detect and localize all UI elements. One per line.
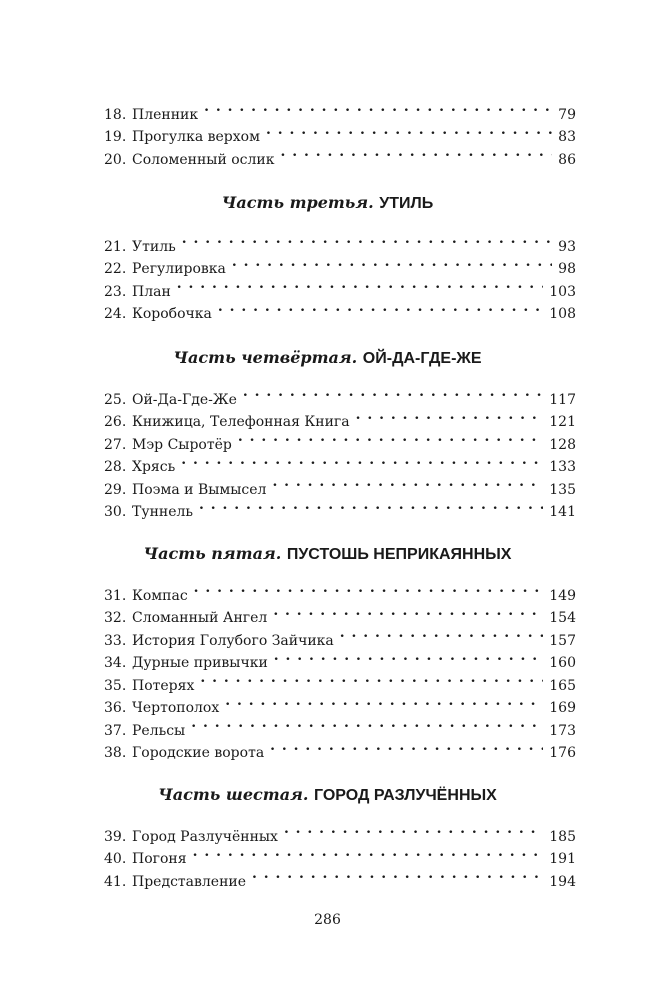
part-label: Часть третья. bbox=[221, 193, 374, 212]
part-heading bbox=[0, 348, 655, 368]
entry-number: 34. bbox=[104, 655, 127, 671]
entry-number: 28. bbox=[104, 459, 127, 475]
entry-title: Компас bbox=[132, 587, 188, 604]
dot-leader bbox=[181, 449, 543, 472]
entry-title: История Голубого Зайчика bbox=[132, 632, 334, 649]
entry-number: 33. bbox=[104, 632, 127, 649]
toc-entry bbox=[104, 228, 576, 255]
part-name: ПУСТОШЬ НЕПРИКАЯННЫХ bbox=[286, 546, 512, 563]
entry-title: Поэма и Вымысел bbox=[132, 481, 267, 498]
entry-page: 121 bbox=[549, 414, 576, 430]
entry-number: 19. bbox=[104, 129, 127, 145]
entry-page: 141 bbox=[549, 504, 576, 520]
part-label: Часть пятая. bbox=[143, 544, 282, 563]
entry-page: 83 bbox=[558, 129, 576, 145]
dot-leader bbox=[194, 577, 544, 600]
dot-leader bbox=[243, 381, 543, 404]
entry-page: 169 bbox=[549, 700, 576, 716]
toc-group bbox=[104, 577, 576, 761]
entry-number: 24. bbox=[104, 306, 127, 322]
entry-number: 27. bbox=[104, 436, 127, 453]
entry-page: 160 bbox=[549, 655, 576, 671]
entry-page: 79 bbox=[558, 106, 576, 123]
entry-page: 128 bbox=[549, 436, 576, 453]
dot-leader bbox=[280, 141, 552, 164]
part-name: ГОРОД РАЗЛУЧЁННЫХ bbox=[313, 787, 497, 804]
page-number: 286 bbox=[314, 912, 341, 928]
entry-page: 165 bbox=[549, 677, 576, 694]
entry-page: 154 bbox=[549, 610, 576, 626]
entry-number: 39. bbox=[104, 828, 127, 845]
entry-page: 117 bbox=[549, 391, 576, 408]
dot-leader bbox=[274, 645, 543, 668]
part-heading bbox=[0, 544, 655, 564]
entry-page: 173 bbox=[549, 722, 576, 739]
entry-page: 103 bbox=[549, 283, 576, 300]
entry-number: 18. bbox=[104, 106, 127, 123]
toc-group bbox=[104, 96, 576, 168]
dot-leader bbox=[193, 841, 544, 864]
entry-title: Город Разлучённых bbox=[132, 828, 278, 845]
dot-leader bbox=[272, 471, 543, 494]
entry-title: Городские ворота bbox=[132, 745, 265, 761]
dot-leader bbox=[252, 863, 543, 886]
entry-title: Мэр Сыротёр bbox=[132, 436, 232, 453]
entry-number: 38. bbox=[104, 745, 127, 761]
part-heading bbox=[0, 785, 655, 805]
entry-number: 25. bbox=[104, 391, 127, 408]
toc-group bbox=[104, 381, 576, 520]
entry-page: 185 bbox=[549, 828, 576, 845]
dot-leader bbox=[204, 96, 552, 119]
entry-title: Дурные привычки bbox=[132, 655, 268, 671]
entry-number: 31. bbox=[104, 587, 127, 604]
entry-title: Ой-Да-Где-Же bbox=[132, 391, 237, 408]
entry-number: 23. bbox=[104, 283, 127, 300]
entry-page: 93 bbox=[558, 238, 576, 255]
entry-title: План bbox=[132, 283, 171, 300]
entry-page: 98 bbox=[558, 261, 576, 277]
dot-leader bbox=[218, 296, 543, 319]
entry-number: 26. bbox=[104, 414, 127, 430]
toc-group bbox=[104, 818, 576, 890]
entry-number: 29. bbox=[104, 481, 127, 498]
entry-number: 36. bbox=[104, 700, 127, 716]
entry-title: Пленник bbox=[132, 106, 199, 123]
dot-leader bbox=[225, 690, 543, 713]
entry-title: Сломанный Ангел bbox=[132, 610, 268, 626]
entry-page: 149 bbox=[549, 587, 576, 604]
entry-number: 40. bbox=[104, 851, 127, 867]
entry-title: Представление bbox=[132, 873, 247, 890]
part-name: ОЙ-ДА-ГДЕ-ЖЕ bbox=[362, 350, 482, 367]
entry-page: 135 bbox=[549, 481, 576, 498]
toc-entry bbox=[104, 381, 576, 408]
dot-leader bbox=[284, 818, 543, 841]
entry-page: 108 bbox=[549, 306, 576, 322]
dot-leader bbox=[340, 622, 543, 645]
dot-leader bbox=[177, 273, 543, 296]
dot-leader bbox=[356, 404, 544, 427]
dot-leader bbox=[238, 426, 543, 449]
entry-number: 41. bbox=[104, 873, 127, 890]
entry-title: Прогулка верхом bbox=[132, 129, 260, 145]
entry-title: Хрясь bbox=[132, 459, 176, 475]
entry-title: Книжица, Телефонная Книга bbox=[132, 414, 350, 430]
toc-entry bbox=[104, 577, 576, 604]
dot-leader bbox=[273, 600, 543, 623]
dot-leader bbox=[270, 735, 543, 758]
entry-number: 32. bbox=[104, 610, 127, 626]
entry-title: Коробочка bbox=[132, 306, 212, 322]
dot-leader bbox=[200, 667, 543, 690]
entry-number: 37. bbox=[104, 722, 127, 739]
entry-title: Потерях bbox=[132, 677, 195, 694]
entry-number: 30. bbox=[104, 504, 127, 520]
entry-page: 194 bbox=[549, 873, 576, 890]
entry-page: 176 bbox=[549, 745, 576, 761]
toc-entry bbox=[104, 818, 576, 845]
entry-number: 21. bbox=[104, 238, 127, 255]
entry-page: 157 bbox=[549, 632, 576, 649]
dot-leader bbox=[232, 251, 552, 274]
dot-leader bbox=[199, 494, 543, 517]
entry-title: Соломенный ослик bbox=[132, 151, 275, 168]
part-heading bbox=[0, 193, 655, 213]
entry-title: Рельсы bbox=[132, 722, 186, 739]
entry-number: 22. bbox=[104, 261, 127, 277]
entry-page: 191 bbox=[549, 851, 576, 867]
entry-title: Туннель bbox=[132, 504, 194, 520]
dot-leader bbox=[191, 712, 543, 735]
part-label: Часть четвёртая. bbox=[173, 348, 358, 367]
entry-title: Утиль bbox=[132, 238, 176, 255]
part-name: УТИЛЬ bbox=[379, 195, 434, 212]
toc-entry bbox=[104, 96, 576, 123]
dot-leader bbox=[266, 119, 552, 142]
entry-number: 35. bbox=[104, 677, 127, 694]
entry-title: Регулировка bbox=[132, 261, 226, 277]
entry-page: 86 bbox=[558, 151, 576, 168]
entry-title: Чертополох bbox=[132, 700, 220, 716]
entry-page: 133 bbox=[549, 459, 576, 475]
entry-number: 20. bbox=[104, 151, 127, 168]
toc-group bbox=[104, 228, 576, 322]
entry-title: Погоня bbox=[132, 851, 187, 867]
part-label: Часть шестая. bbox=[158, 785, 309, 804]
dot-leader bbox=[182, 228, 552, 251]
